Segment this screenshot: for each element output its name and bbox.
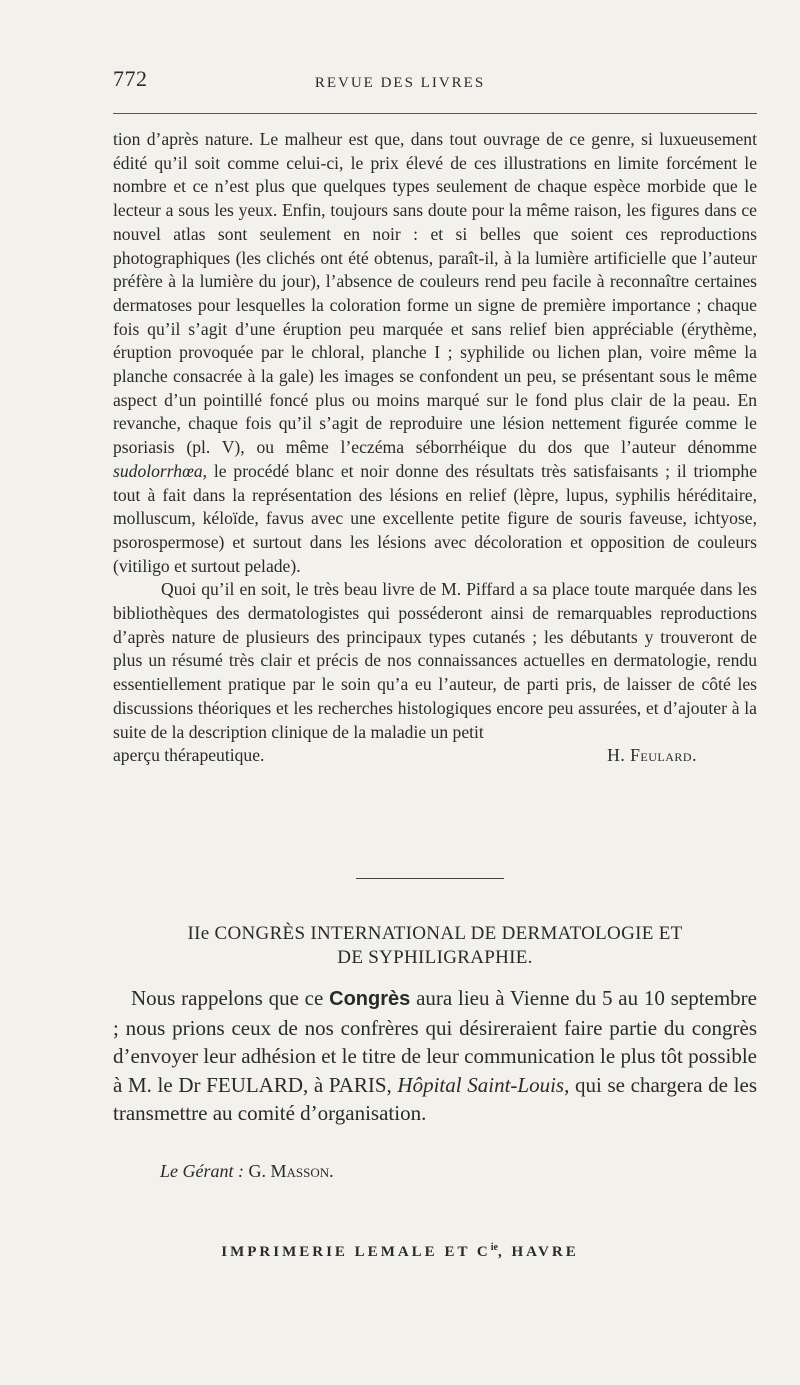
announcement-middle: aura lieu à Vienne du 5 au 10 septembre ; nous prions ceux de nos confrères qui désireraient faire partie du congrès d’envoyer leur adhésion et le titre de leur communication le plus tôt possible à M. le Dr FEULARD, à PARIS, <box>113 986 757 1097</box>
announcement-start: Nous rappelons que ce <box>131 986 324 1010</box>
announcement-end: , qui se chargera de les transmettre au comité d’organisation. <box>113 1072 757 1125</box>
congress-announcement <box>113 984 757 1128</box>
gerant-label: Le Gérant : <box>160 1161 244 1181</box>
announcement-bold: Congrès <box>329 988 411 1010</box>
page-number: 772 <box>113 66 148 91</box>
gerant-line <box>160 1161 334 1182</box>
congress-title <box>113 922 757 970</box>
paragraph-1-text: tion d’après nature. Le malheur est que, dans tout ouvrage de ce genre, si luxueusement édité qu’il soit comme celui-ci, le prix élevé de ces illustrations en limite forcément le nombre et ce n’est plus que quelques types seulement de chaque espèce morbide que le lecteur a sous les yeux. Enfin, toujours sans doute pour la même raison, les figures dans ce nouvel atlas sont seulement en noir : et si belles que soient ces reproductions photographiques (les clichés ont été obtenus, paraît-il, à la lumière artificielle que l’auteur préfère à la lumière du jour), l’absence de couleurs rend peu facile à reconnaître certaines dermatoses pour lesquelles la coloration forme un signe de première importance ; chaque fois qu’il s’agit d’une éruption peu marquée et sans relief bien appréciable (érythème, éruption provoquée par le chloral, planche I ; syphilide ou lichen plan, voire même la planche consacrée à la gale) les images se confondent un peu, se présentant sous le même aspect d’un pointillé foncé plus ou moins marqué sur le fond plus clair de la peau. En revanche, chaque fois qu’il s’agit de reproduire une lésion nettement figurée comme le psoriasis (pl. V), ou même l’eczéma séborrhéique du dos que l’auteur dénomme <box>113 129 757 458</box>
review-paragraph-1 <box>113 128 757 578</box>
announcement-italic: Hôpital Saint-Louis <box>397 1072 565 1097</box>
paragraph-1-italic: sudolorrhœa <box>113 460 203 481</box>
printer-main: IMPRIMERIE LEMALE ET C <box>221 1244 491 1260</box>
printer-imprint <box>0 1242 800 1261</box>
congress-title-line-2: DE SYPHILIGRAPHIE. <box>337 947 533 968</box>
paragraph-1-end: , le procédé blanc et noir donne des résultats très satisfaisants ; il triomphe tout à fait dans la représentation des lésions en relief (lèpre, lupus, syphilis héréditaire, molluscum, kéloïde, favus avec une excellente petite figure de souris faveuse, ichtyose, psorospermose) et surtout dans les lésions avec décoloration et opposition de couleurs (vitiligo et surtout pelade). <box>113 460 757 576</box>
header-rule <box>113 113 757 114</box>
printer-sup: ie <box>490 1242 498 1253</box>
paragraph-2-text: Quoi qu’il en soit, le très beau livre de M. Piffard a sa place toute marquée dans les bibliothèques des dermatologistes qui posséderont ainsi de remarquables reproductions d’après nature de plusieurs des principaux types cutanés ; les débutants y trouveront de plus un résumé très clair et précis de nos connaissances actuelles en dermatologie, rendu essentiellement pratique par le soin qu’a eu l’auteur, de parti pris, de laisser de côté les discussions théoriques et les recherches histologiques encore peu assurées, et d’ajouter à la suite de la description clinique de la maladie un petit <box>113 579 757 742</box>
congress-title-line-1: IIe CONGRÈS INTERNATIONAL DE DERMATOLOGIE ET <box>187 923 683 944</box>
review-text <box>113 128 757 768</box>
section-divider <box>356 878 504 879</box>
gerant-name: G. Masson. <box>248 1161 334 1181</box>
signature-line <box>113 744 757 768</box>
review-paragraph-2 <box>113 578 757 744</box>
paragraph-2-last-line: aperçu thérapeutique. <box>113 745 265 766</box>
announcement-paragraph <box>113 984 757 1128</box>
review-signature: H. Feulard. <box>607 745 697 766</box>
running-head: REVUE DES LIVRES <box>314 75 486 91</box>
printer-end: , HAVRE <box>497 1244 579 1260</box>
